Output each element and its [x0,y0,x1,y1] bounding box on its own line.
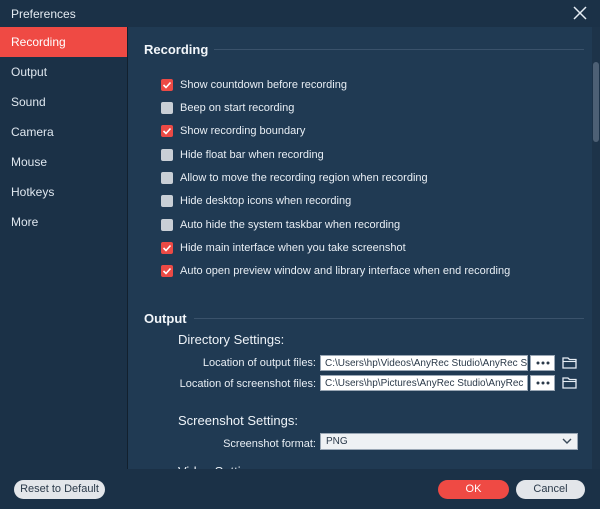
browse-screenshot-button[interactable] [530,375,555,391]
recording-heading: Recording [144,42,209,57]
checkbox-unchecked-icon[interactable] [161,172,173,184]
option-beep-on-start[interactable] [161,100,294,116]
option-label: Beep on start recording [180,102,295,114]
selected-format: PNG [326,436,348,447]
option-label: Hide float bar when recording [180,149,324,161]
checkbox-checked-icon[interactable] [161,79,173,91]
checkbox-checked-icon[interactable] [161,242,173,254]
option-label: Auto hide the system taskbar when recording [180,219,401,231]
ok-button[interactable]: OK [438,480,509,499]
option-hide-desktop-icons[interactable] [161,193,351,209]
checkbox-unchecked-icon[interactable] [161,102,173,114]
title-bar [0,0,600,27]
sidebar-item-sound[interactable]: Sound [11,95,46,109]
sidebar-item-hotkeys[interactable]: Hotkeys [11,185,55,199]
directory-settings-heading: Directory Settings: [178,332,285,347]
scrollbar[interactable] [592,27,600,469]
cancel-button[interactable]: Cancel [516,480,585,499]
browse-output-button[interactable] [530,355,555,371]
option-auto-hide-taskbar[interactable] [161,217,400,233]
output-heading: Output [144,311,187,326]
more-dots-icon [536,361,550,365]
option-label: Allow to move the recording region when recording [180,172,428,184]
screenshot-settings-heading: Screenshot Settings: [178,413,298,428]
scrollbar-thumb[interactable] [593,62,599,142]
sidebar-item-camera[interactable]: Camera [11,125,54,139]
option-hide-main-interface[interactable] [161,240,406,256]
option-label: Show countdown before recording [180,79,347,91]
option-hide-float-bar[interactable] [161,147,324,163]
option-show-boundary[interactable] [161,123,305,139]
sidebar-item-output[interactable]: Output [11,65,48,79]
sidebar-item-recording[interactable]: Recording [0,27,127,57]
option-auto-open-preview[interactable] [161,263,510,279]
screenshot-format-select[interactable] [320,433,578,450]
option-label: Show recording boundary [180,125,306,137]
open-folder-icon[interactable] [562,376,577,389]
window-title: Preferences [11,7,76,21]
output-path-field[interactable]: C:\Users\hp\Videos\AnyRec Studio\AnyRec S [320,355,528,371]
screenshot-format-label: Screenshot format: [223,438,316,450]
sidebar [0,27,128,469]
reset-to-default-button[interactable]: Reset to Default [14,480,105,499]
chevron-down-icon [562,437,572,445]
checkbox-unchecked-icon[interactable] [161,195,173,207]
checkbox-unchecked-icon[interactable] [161,219,173,231]
screenshot-path-field[interactable]: C:\Users\hp\Pictures\AnyRec Studio\AnyRec [320,375,528,391]
more-dots-icon [536,381,550,385]
output-files-label: Location of output files: [202,357,316,369]
checkbox-checked-icon[interactable] [161,265,173,277]
checkbox-unchecked-icon[interactable] [161,149,173,161]
option-allow-move-region[interactable] [161,170,428,186]
option-label: Auto open preview window and library interface when end recording [180,265,511,277]
close-icon[interactable] [572,5,588,21]
open-folder-icon[interactable] [562,356,577,369]
screenshot-files-label: Location of screenshot files: [179,378,316,390]
footer [0,469,600,509]
divider [214,49,584,50]
settings-panel[interactable] [128,27,592,469]
option-show-countdown[interactable] [161,77,347,93]
checkbox-checked-icon[interactable] [161,125,173,137]
option-label: Hide main interface when you take screenshot [180,242,406,254]
divider [194,318,584,319]
sidebar-item-mouse[interactable]: Mouse [11,155,48,169]
sidebar-item-more[interactable]: More [11,215,39,229]
option-label: Hide desktop icons when recording [180,195,352,207]
